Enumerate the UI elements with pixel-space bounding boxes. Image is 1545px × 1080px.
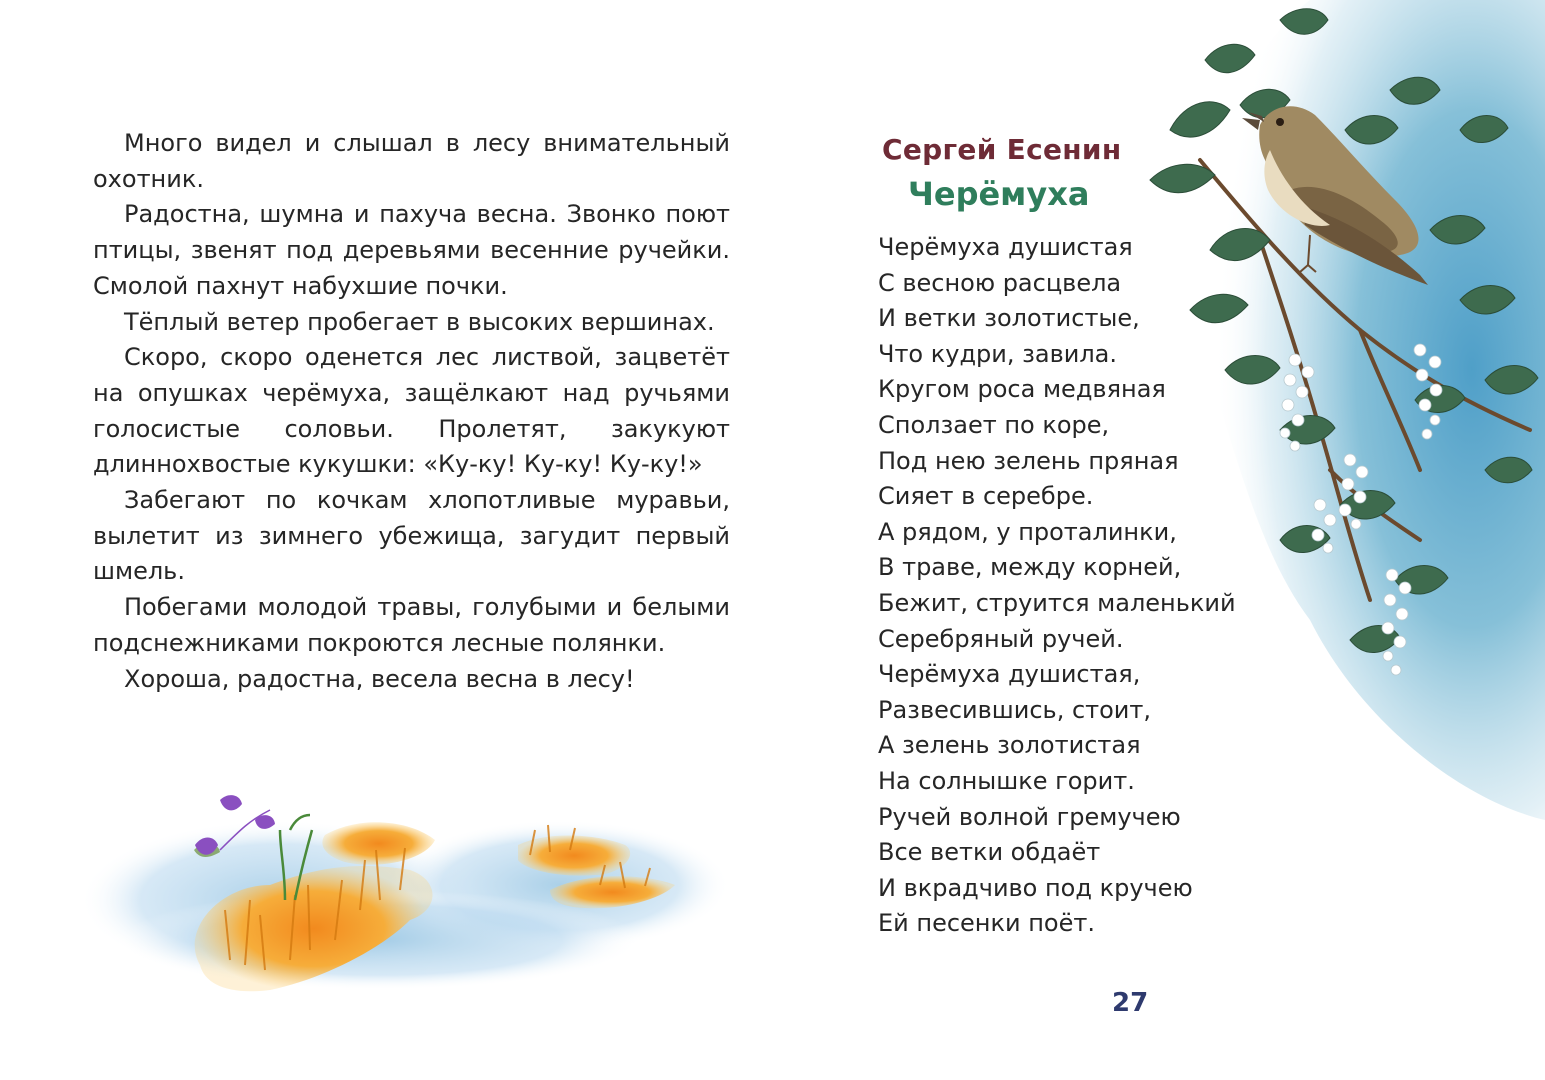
poem-line: Сползает по коре,: [878, 410, 1110, 439]
poem-line: Ручей волной гремучею: [878, 802, 1181, 831]
poem-line: На солнышке горит.: [878, 766, 1135, 795]
poem-line: Серебряный ручей.: [878, 624, 1124, 653]
poem: [878, 230, 1236, 942]
author-name: Сергей Есенин: [882, 133, 1122, 166]
poem-line: Черёмуха душистая,: [878, 660, 1141, 689]
spring-meadow-illustration: [80, 790, 720, 1010]
poem-line: Ей песенки поёт.: [878, 909, 1095, 938]
poem-line: И вкрадчиво под кручею: [878, 873, 1193, 902]
poem-line: А зелень золотистая: [878, 731, 1141, 760]
poem-line: А рядом, у проталинки,: [878, 517, 1177, 546]
poem-line: С весною расцвела: [878, 268, 1122, 297]
page-number: 27: [1112, 988, 1149, 1018]
paragraph: Побегами молодой травы, голубыми и белыми подснежниками покроются лесные полянки.: [93, 593, 730, 657]
right-page: [800, 0, 1545, 1080]
poem-title: Черёмуха: [908, 175, 1090, 213]
paragraph: Много видел и слышал в лесу внимательный охотник.: [93, 129, 730, 193]
poem-line: Черёмуха душистая: [878, 233, 1133, 261]
prose-text: [93, 126, 730, 697]
poem-line: Сияет в серебре.: [878, 482, 1094, 511]
poem-line: Под нею зелень пряная: [878, 446, 1179, 475]
poem-line: В траве, между корней,: [878, 553, 1182, 582]
poem-line: Бежит, струится маленький: [878, 588, 1236, 617]
paragraph: Скоро, скоро оденется лес листвой, зацветёт на опушках черёмуха, защёлкают над ручьями голосистые соловьи. Пролетят, закукуют длиннохвостые кукушки: «Ку-ку! Ку-ку! Ку-ку!»: [93, 343, 730, 479]
poem-line: Все ветки обдаёт: [878, 838, 1101, 867]
paragraph: Тёплый ветер пробегает в высоких вершинах.: [124, 307, 715, 336]
paragraph: Радостна, шумна и пахуча весна. Звонко поют птицы, звенят под деревьями весенние ручейки. Смолой пахнут набухшие почки.: [93, 200, 730, 300]
paragraph: Хороша, радостна, весела весна в лесу!: [124, 664, 635, 693]
poem-line: Кругом роса медвяная: [878, 375, 1166, 404]
poem-line: И ветки золотистые,: [878, 304, 1140, 333]
poem-line: Что кудри, завила.: [878, 339, 1118, 368]
paragraph: Забегают по кочкам хлопотливые муравьи, вылетит из зимнего убежища, загудит первый шмель.: [93, 486, 730, 586]
poem-line: Развесившись, стоит,: [878, 695, 1152, 724]
